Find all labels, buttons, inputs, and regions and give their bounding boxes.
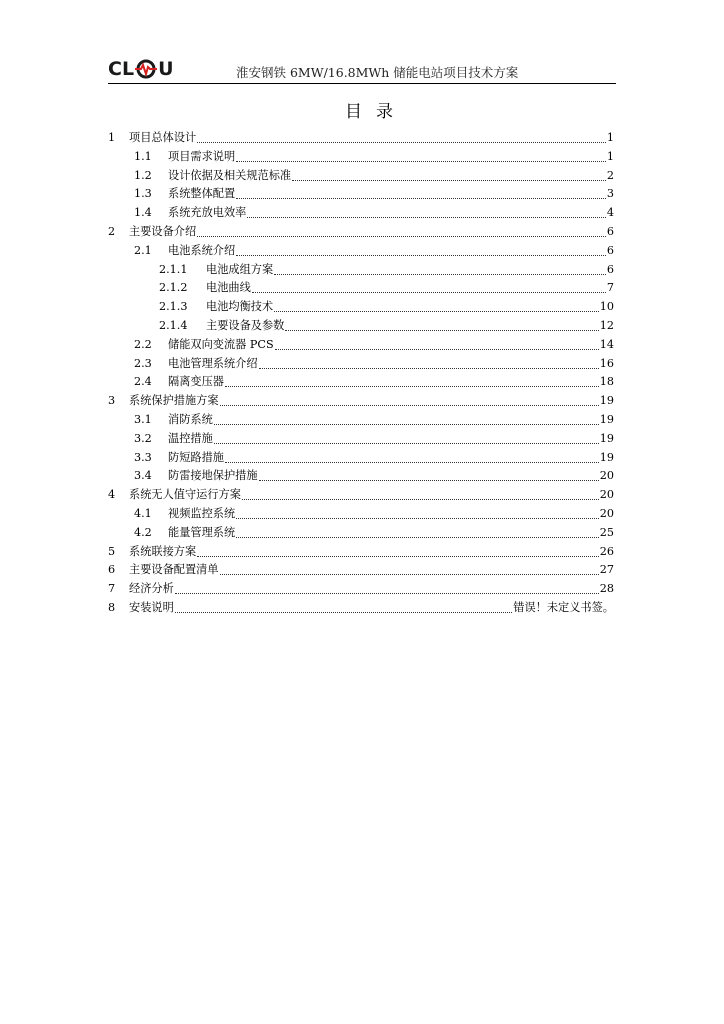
logo-pulse-icon xyxy=(135,59,157,79)
toc-entry-number: 3.3 xyxy=(134,450,152,464)
toc-entry-page: 16 xyxy=(599,356,614,370)
toc-leader-dots xyxy=(225,450,599,463)
toc-entry[interactable] xyxy=(134,334,614,352)
toc-entry-page: 6 xyxy=(606,225,614,238)
toc-entry-page: 1 xyxy=(606,131,614,144)
toc-entry[interactable] xyxy=(134,353,614,371)
toc-entry-number: 2 xyxy=(108,225,116,238)
toc-entry-number: 7 xyxy=(108,582,116,596)
toc-entry-number: 3.4 xyxy=(134,469,152,483)
toc-entry-label: 电池管理系统介绍 xyxy=(168,356,258,370)
toc-entry-number: 4.1 xyxy=(134,507,152,520)
toc-leader-dots xyxy=(175,581,599,594)
toc-entry[interactable] xyxy=(159,296,614,314)
toc-entry[interactable] xyxy=(108,390,614,408)
header-divider xyxy=(108,83,616,84)
page-header xyxy=(108,58,616,84)
toc-entry-number: 2.1.2 xyxy=(159,281,188,295)
toc-entry-number: 4 xyxy=(108,488,116,502)
toc-leader-dots xyxy=(259,356,599,369)
toc-entry-page: 20 xyxy=(599,507,614,520)
toc-leader-dots xyxy=(236,149,606,162)
toc-entry-number: 3.2 xyxy=(134,431,152,445)
toc-entry-page: 20 xyxy=(599,488,614,502)
toc-leader-dots xyxy=(236,243,606,256)
toc-entry-page: 25 xyxy=(599,525,614,539)
toc-leader-dots xyxy=(275,337,599,350)
toc-entry-page: 19 xyxy=(599,413,614,426)
toc-leader-dots xyxy=(214,412,599,425)
toc-entry-page: 1 xyxy=(606,149,614,163)
toc-entry-label: 能量管理系统 xyxy=(168,525,236,539)
toc-entry-number: 1.2 xyxy=(134,168,152,182)
toc-leader-dots xyxy=(197,224,606,237)
toc-entry-number: 3 xyxy=(108,394,116,408)
toc-entry-label: 主要设备及参数 xyxy=(206,319,285,332)
toc-entry[interactable] xyxy=(134,503,614,521)
document-title: 淮安钢铁 6MW/16.8MWh 储能电站项目技术方案 xyxy=(236,65,519,80)
toc-entry-page: 12 xyxy=(599,319,614,332)
toc-entry-number: 1 xyxy=(108,131,116,144)
toc-entry[interactable] xyxy=(108,484,614,502)
toc-leader-dots xyxy=(220,393,599,406)
toc-entry[interactable] xyxy=(134,465,614,483)
toc-entry-number: 2.4 xyxy=(134,375,152,389)
toc-entry[interactable] xyxy=(134,409,614,427)
toc-entry-number: 3.1 xyxy=(134,413,152,426)
logo-text-left: CL xyxy=(108,58,135,80)
toc-entry-page: 26 xyxy=(599,544,614,558)
toc-entry-number: 8 xyxy=(108,601,116,614)
toc-entry[interactable] xyxy=(159,259,614,277)
toc-entry-page: 18 xyxy=(599,375,614,389)
toc-entry-page: 错误！未定义书签。 xyxy=(513,601,614,614)
toc-entry-label: 主要设备配置清单 xyxy=(129,563,219,577)
toc-entry-page: 7 xyxy=(606,281,614,295)
logo-text-right: U xyxy=(158,58,174,80)
toc-entry[interactable] xyxy=(108,221,614,239)
toc-heading: 目录 xyxy=(345,102,407,122)
toc-entry-label: 系统保护措施方案 xyxy=(129,394,219,408)
toc-entry[interactable] xyxy=(108,578,614,596)
toc-entry-label: 系统整体配置 xyxy=(168,187,236,201)
toc-entry-page: 19 xyxy=(599,431,614,445)
toc-leader-dots xyxy=(252,280,606,293)
toc-entry-label: 项目总体设计 xyxy=(129,131,197,144)
toc-entry-number: 2.1.3 xyxy=(159,300,188,314)
toc-entry-page: 2 xyxy=(606,168,614,182)
toc-entry[interactable] xyxy=(134,522,614,540)
toc-entry-label: 视频监控系统 xyxy=(168,507,236,520)
toc-leader-dots xyxy=(236,506,599,519)
toc-leader-dots xyxy=(242,487,599,500)
toc-entry-label: 电池成组方案 xyxy=(206,262,274,276)
toc-entry-page: 28 xyxy=(599,582,614,596)
toc-entry-label: 电池曲线 xyxy=(206,281,251,295)
toc-entry-label: 电池系统介绍 xyxy=(168,243,236,257)
toc-entry[interactable] xyxy=(134,371,614,389)
toc-entry-page: 19 xyxy=(599,394,614,408)
toc-entry-label: 电池均衡技术 xyxy=(206,300,274,314)
toc-entry-page: 14 xyxy=(599,337,614,351)
toc-entry-number: 2.1.4 xyxy=(159,319,188,332)
toc-entry[interactable] xyxy=(159,315,614,333)
toc-entry[interactable] xyxy=(134,165,614,183)
toc-entry-label: 项目需求说明 xyxy=(168,149,236,163)
toc-leader-dots xyxy=(259,468,599,481)
toc-entry-label: 经济分析 xyxy=(129,582,174,596)
toc-entry-number: 1.1 xyxy=(134,149,152,163)
toc-leader-dots xyxy=(236,525,599,538)
toc-entry-page: 3 xyxy=(606,187,614,201)
toc-entry[interactable] xyxy=(134,202,614,220)
toc-entry[interactable] xyxy=(108,127,614,145)
toc-entry[interactable] xyxy=(159,277,614,295)
toc-leader-dots xyxy=(214,431,599,444)
toc-entry-number: 1.4 xyxy=(134,206,152,220)
toc-entry-label: 安装说明 xyxy=(129,601,174,614)
toc-entry[interactable] xyxy=(108,559,614,577)
toc-entry[interactable] xyxy=(108,541,614,559)
toc-entry[interactable] xyxy=(134,146,614,164)
toc-entry-label: 系统无人值守运行方案 xyxy=(129,488,241,502)
toc-leader-dots xyxy=(225,374,599,387)
toc-entry-label: 隔离变压器 xyxy=(168,375,224,389)
toc-entry-page: 4 xyxy=(606,206,614,220)
toc-entry-number: 1.3 xyxy=(134,187,152,201)
toc-leader-dots xyxy=(220,562,599,575)
toc-entry-page: 10 xyxy=(599,300,614,314)
toc-entry-page: 6 xyxy=(606,243,614,257)
toc-entry-page: 6 xyxy=(606,262,614,276)
toc-entry-label: 温控措施 xyxy=(168,431,213,445)
toc-entry-label: 储能双向变流器 PCS xyxy=(168,337,274,351)
toc-entry-label: 系统联接方案 xyxy=(129,544,197,558)
toc-leader-dots xyxy=(274,299,599,312)
toc-entry[interactable] xyxy=(134,183,614,201)
toc-entry[interactable] xyxy=(134,240,614,258)
toc-entry-number: 2.2 xyxy=(134,337,152,351)
toc-entry-number: 4.2 xyxy=(134,525,152,539)
toc-entry-label: 主要设备介绍 xyxy=(129,225,197,238)
toc-entry-page: 20 xyxy=(599,469,614,483)
toc-leader-dots xyxy=(197,544,599,557)
toc-entry-number: 2.1 xyxy=(134,243,152,257)
toc-entry-number: 2.1.1 xyxy=(159,262,188,276)
toc-leader-dots xyxy=(236,186,606,199)
toc-leader-dots xyxy=(197,130,606,143)
toc-entry-label: 系统充放电效率 xyxy=(168,206,247,220)
toc-entry-page: 27 xyxy=(599,563,614,577)
toc-entry-number: 6 xyxy=(108,563,116,577)
toc-leader-dots xyxy=(175,600,513,613)
toc-leader-dots xyxy=(274,262,606,275)
toc-entry-page: 19 xyxy=(599,450,614,464)
toc-entry-number: 5 xyxy=(108,544,116,558)
toc-entry[interactable] xyxy=(134,447,614,465)
toc-entry[interactable] xyxy=(108,597,614,615)
toc-entry-label: 防雷接地保护措施 xyxy=(168,469,258,483)
toc-entry-label: 设计依据及相关规范标准 xyxy=(168,168,292,182)
toc-entry-label: 消防系统 xyxy=(168,413,213,426)
toc-entry[interactable] xyxy=(134,428,614,446)
toc-leader-dots xyxy=(292,168,606,181)
toc-leader-dots xyxy=(285,318,598,331)
toc-entry-number: 2.3 xyxy=(134,356,152,370)
company-logo xyxy=(108,58,174,80)
toc-leader-dots xyxy=(247,205,606,218)
toc-entry-label: 防短路措施 xyxy=(168,450,224,464)
